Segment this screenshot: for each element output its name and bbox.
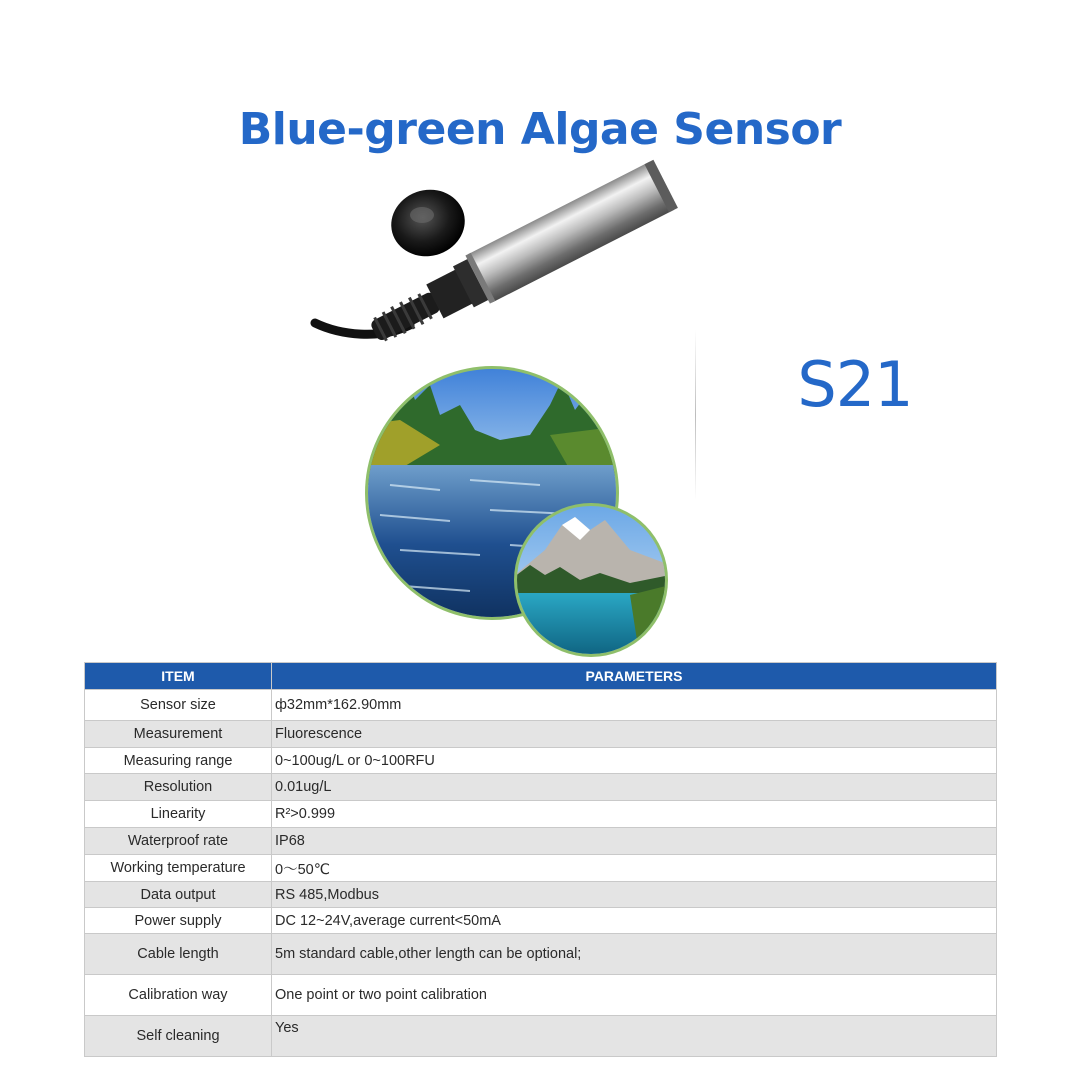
row-value: Yes [272,1016,997,1057]
row-value: 5m standard cable,other length can be optional; [272,934,997,975]
table-header-row [85,663,997,690]
row-item: Data output [85,882,272,908]
table-row [85,975,997,1016]
row-value: DC 12~24V,average current<50mA [272,908,997,934]
table-row [85,882,997,908]
table-row [85,828,997,855]
row-value: 0～50℃ [272,855,997,882]
row-item: Waterproof rate [85,828,272,855]
table-row [85,721,997,748]
table-row [85,908,997,934]
row-value: 0.01ug/L [272,774,997,801]
row-value: One point or two point calibration [272,975,997,1016]
table-row [85,774,997,801]
row-item: Self cleaning [85,1016,272,1057]
row-value: Fluorescence [272,721,997,748]
spec-table [84,662,997,1057]
row-item: Linearity [85,801,272,828]
row-value: IP68 [272,828,997,855]
table-row [85,801,997,828]
table-row [85,748,997,774]
row-item: Cable length [85,934,272,975]
row-item: Measurement [85,721,272,748]
row-item: Power supply [85,908,272,934]
row-item: Measuring range [85,748,272,774]
header-item: ITEM [85,663,272,690]
product-illustration [300,155,730,665]
row-item: Working temperature [85,855,272,882]
row-value: R²>0.999 [272,801,997,828]
row-value: ф32mm*162.90mm [272,690,997,721]
row-item: Resolution [85,774,272,801]
sensor-cap-icon [384,182,473,265]
row-item: Calibration way [85,975,272,1016]
row-value: 0~100ug/L or 0~100RFU [272,748,997,774]
row-value: RS 485,Modbus [272,882,997,908]
model-number: S21 [797,348,913,421]
table-row [85,934,997,975]
table-row [85,855,997,882]
table-row [85,1016,997,1057]
header-parameters: PARAMETERS [272,663,997,690]
table-row [85,690,997,721]
row-item: Sensor size [85,690,272,721]
divider-line [695,330,696,500]
page-title: Blue-green Algae Sensor [238,104,842,155]
